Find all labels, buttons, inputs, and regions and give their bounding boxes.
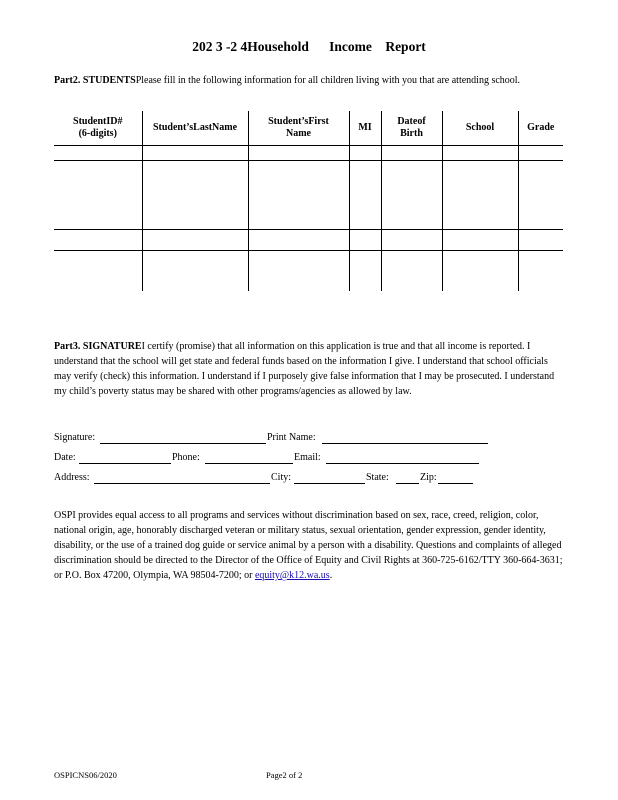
signature-row: [54, 432, 494, 446]
state-field[interactable]: [396, 483, 419, 484]
date-label: Date:: [54, 452, 76, 463]
address-label: Address:: [54, 472, 90, 483]
notice-end: .: [329, 570, 333, 581]
header-school: School: [442, 111, 518, 146]
signature-field[interactable]: [100, 443, 266, 444]
print-name-field[interactable]: [322, 443, 488, 444]
date-field[interactable]: [79, 463, 171, 464]
equity-email-link[interactable]: equity@k12.wa.us: [254, 570, 330, 581]
table-cell[interactable]: [349, 161, 381, 230]
header-first-name: Student’sFirst Name: [248, 111, 349, 146]
table-cell[interactable]: [442, 161, 518, 230]
email-field[interactable]: [326, 463, 479, 464]
contact-row: [54, 452, 484, 466]
table-cell[interactable]: [248, 230, 349, 251]
table-cell[interactable]: [54, 161, 142, 230]
table-cell[interactable]: [442, 251, 518, 292]
table-cell[interactable]: [349, 230, 381, 251]
table-cell[interactable]: [54, 146, 142, 161]
zip-label: Zip:: [420, 472, 437, 483]
table-cell[interactable]: [381, 230, 442, 251]
signature-label: Signature:: [54, 432, 96, 443]
table-cell[interactable]: [54, 230, 142, 251]
table-cell[interactable]: [142, 230, 248, 251]
table-cell[interactable]: [518, 161, 563, 230]
table-cell[interactable]: [248, 161, 349, 230]
table-cell[interactable]: [381, 146, 442, 161]
table-cell[interactable]: [142, 161, 248, 230]
table-cell[interactable]: [518, 251, 563, 292]
table-cell[interactable]: [349, 146, 381, 161]
state-label: State:: [366, 472, 389, 483]
form-id: OSPICNS06/2020: [54, 770, 117, 780]
table-row: [54, 161, 563, 230]
zip-field[interactable]: [438, 483, 473, 484]
table-cell[interactable]: [248, 146, 349, 161]
header-mi: MI: [349, 111, 381, 146]
table-cell[interactable]: [54, 251, 142, 292]
table-cell[interactable]: [381, 251, 442, 292]
table-cell[interactable]: [518, 230, 563, 251]
notice-text: OSPI provides equal access to all programs and services without discrimination based on sex, race, creed, religion, color, national origin, age, honorably discharged veteran or military status, sexual orientation, gender expression, gender identity, disability, or the use of a trained dog guide or service animal by a person with a disability. Questions and complaints of alleged discrimination should be directed to the Director of the Office of Equity and Civil Rights at 360-725-6162/TTY 360-664-3631; or P.O. Box 47200, Olympia, WA 98504-7200; or: [54, 510, 563, 581]
table-row: [54, 230, 563, 251]
table-cell[interactable]: [518, 146, 563, 161]
table-header-row: [54, 111, 563, 146]
part3-heading: Part3. SIGNATURE: [54, 341, 142, 352]
table-cell[interactable]: [142, 146, 248, 161]
table-cell[interactable]: [248, 251, 349, 292]
address-row: [54, 472, 484, 486]
print-name-label: Print Name:: [267, 432, 316, 443]
page-title: 202 3 -2 4Household Income Report: [192, 39, 426, 54]
header-student-id: StudentID# (6-digits): [54, 111, 142, 146]
table-row: [54, 251, 563, 292]
part2-heading: Part2. STUDENTS: [54, 75, 136, 86]
city-label: City:: [271, 472, 292, 483]
header-last-name: Student’sLastName: [142, 111, 248, 146]
table-cell[interactable]: [349, 251, 381, 292]
table-cell[interactable]: [381, 161, 442, 230]
phone-label: Phone:: [172, 452, 200, 463]
nondiscrimination-notice: [54, 508, 566, 583]
table-cell[interactable]: [442, 230, 518, 251]
address-field[interactable]: [94, 483, 270, 484]
part2-instructions: [54, 73, 566, 88]
table-cell[interactable]: [142, 251, 248, 292]
part3-certification: [54, 339, 566, 399]
part3-text: I certify (promise) that all information on this application is true and that all income is reported. I understand that the school will get state and federal funds based on the information I give. I understand that school officials may verify (check) this information. I understand if I purposely give false information that I may be prosecuted. I understand my child’s poverty status may be shared with other programs/agencies as allowed by law.: [54, 341, 555, 397]
table-row: [54, 146, 563, 161]
page-number: Page2 of 2: [266, 770, 303, 780]
part2-text: Please fill in the following information for all children living with you that are attending school.: [135, 75, 521, 86]
city-field[interactable]: [294, 483, 365, 484]
header-date-of-birth: Dateof Birth: [381, 111, 442, 146]
table-cell[interactable]: [442, 146, 518, 161]
email-label: Email:: [294, 452, 321, 463]
students-table: [54, 111, 563, 291]
phone-field[interactable]: [205, 463, 293, 464]
header-grade: Grade: [518, 111, 563, 146]
